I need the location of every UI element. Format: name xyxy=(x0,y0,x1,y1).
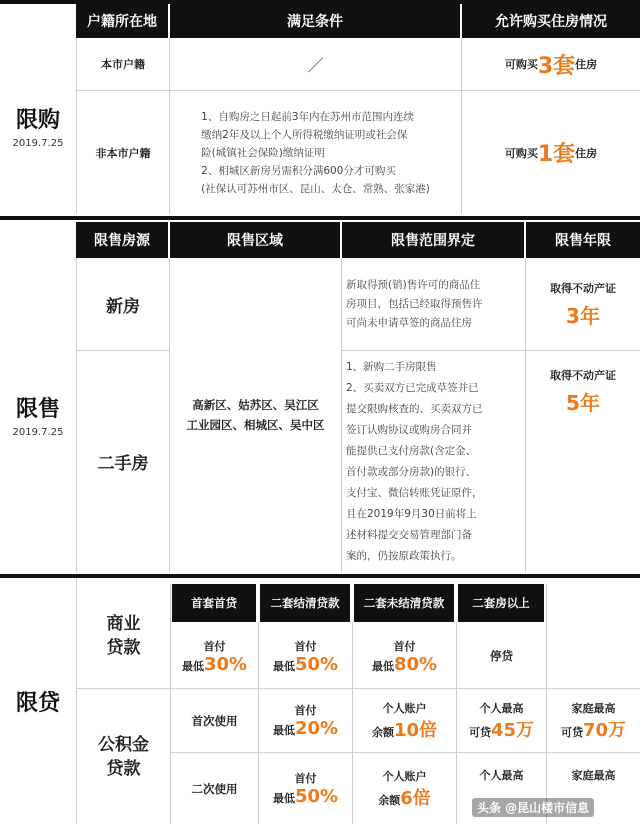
fund-loan-label xyxy=(77,689,170,824)
allow-local-prefix: 可购买 xyxy=(504,58,538,71)
allow-local xyxy=(462,38,640,90)
condition-local: ／ xyxy=(307,55,324,75)
sale-date: 2019.7.25 xyxy=(12,427,64,438)
watermark: 头条 @昆山楼市信息 xyxy=(472,798,594,817)
sale-years-new xyxy=(526,258,640,350)
cell-prefix: 最低 xyxy=(272,659,295,673)
cell-top: 首付 xyxy=(393,639,416,653)
hukou-local: 本市户籍 xyxy=(101,58,145,71)
condition-line: 2、相城区新房另需积分满600分才可购买 xyxy=(201,164,396,177)
section-divider xyxy=(0,216,640,220)
cell-top: 个人最高 xyxy=(479,701,524,715)
commercial-loan-label xyxy=(77,584,170,688)
cell-prefix: 最低 xyxy=(181,659,204,673)
commercial-cell-stop: 停贷 xyxy=(490,649,513,663)
scope-line: 且在2019年9月30日前将上 xyxy=(346,507,477,520)
commercial-cell-second-cleared xyxy=(259,624,352,688)
sale-region xyxy=(170,258,341,572)
sale-section xyxy=(0,222,640,572)
sale-scope-new xyxy=(342,258,525,350)
scope-line: 1、新购二手房限售 xyxy=(346,360,437,373)
cell-num: 80% xyxy=(393,653,438,675)
sale-type-header: 限售房源 xyxy=(76,222,168,258)
purchase-section xyxy=(0,4,640,214)
cell-num: 10倍 xyxy=(393,719,438,741)
cell-top: 家庭最高 xyxy=(571,769,616,782)
cell-prefix: 最低 xyxy=(371,659,394,673)
condition-line: (社保认可苏州市区、昆山、太仓、常熟、张家港) xyxy=(201,182,430,195)
commercial-cell-first xyxy=(171,624,258,688)
fund-r1-downpay xyxy=(259,689,352,752)
commercial-label-line: 贷款 xyxy=(106,638,141,658)
cell-top: 个人账户 xyxy=(382,701,427,715)
cell-prefix: 可贷 xyxy=(560,725,583,739)
allow-header: 允许购买住房情况 xyxy=(462,4,640,38)
sale-region-line: 高新区、姑苏区、吴江区 xyxy=(192,398,319,412)
cell-num: 50% xyxy=(294,786,339,807)
loan-header-above-two: 二套房以上 xyxy=(458,584,544,622)
fund-label-line: 公积金 xyxy=(98,734,149,755)
cell-top: 个人最高 xyxy=(479,769,524,782)
sale-type-new: 新房 xyxy=(106,296,140,317)
hukou-nonlocal: 非本市户籍 xyxy=(95,146,151,160)
scope-line: 可尚未申请草签的商品住房 xyxy=(346,316,472,329)
loan-header-first: 首套首贷 xyxy=(172,584,256,622)
sale-years-header: 限售年限 xyxy=(526,222,640,258)
fund-use-second: 二次使用 xyxy=(191,781,238,796)
cell-prefix: 最低 xyxy=(272,724,295,737)
cell-top: 首付 xyxy=(294,639,317,653)
scope-line: 能提供已支付房款(含定金、 xyxy=(346,444,477,457)
cell-num: 70万 xyxy=(582,719,627,741)
cell-prefix: 余额 xyxy=(378,793,401,807)
fund-use-first: 首次使用 xyxy=(191,713,238,728)
sale-region-header: 限售区域 xyxy=(170,222,340,258)
condition-line: 缴纳2年及以上个人所得税缴纳证明或社会保 xyxy=(201,128,408,141)
cell-top: 首付 xyxy=(203,639,226,653)
scope-line: 首付款或部分房款)的银行、 xyxy=(346,465,477,478)
sale-years-second xyxy=(526,351,640,431)
commercial-cell-second-uncleared xyxy=(353,624,456,688)
cell-top: 个人账户 xyxy=(382,769,427,783)
cell-num: 6倍 xyxy=(400,787,431,809)
scope-line: 支付宝、微信转账凭证原件， xyxy=(346,486,483,499)
loan-title: 限贷 xyxy=(15,690,60,716)
purchase-date: 2019.7.25 xyxy=(12,138,64,149)
condition-line: 1、自购房之日起前3年内在苏州市范围内连续 xyxy=(201,110,415,123)
scope-line: 述材料提交交易管理部门备 xyxy=(346,528,472,541)
cell-prefix: 余额 xyxy=(371,725,394,739)
allow-local-suffix: 住房 xyxy=(575,58,598,71)
sale-label xyxy=(0,258,76,572)
cell-num: 45万 xyxy=(490,719,535,741)
fund-r1-personal-max xyxy=(457,689,546,752)
fund-r1-family-max xyxy=(547,689,640,752)
purchase-title: 限购 xyxy=(15,108,60,133)
allow-nonlocal-num: 1套 xyxy=(537,142,576,167)
allow-local-num: 3套 xyxy=(537,53,576,79)
commercial-label-line: 商业 xyxy=(106,614,141,634)
loan-header-second-cleared: 二套结清贷款 xyxy=(260,584,350,622)
cell-num: 50% xyxy=(294,653,339,675)
cell-top: 首付 xyxy=(294,772,317,785)
sale-scope-header: 限售范围界定 xyxy=(342,222,524,258)
fund-r1-multiple xyxy=(353,689,456,752)
condition-line: 险(城镇社会保险)缴纳证明 xyxy=(201,146,325,159)
sale-type-second: 二手房 xyxy=(97,454,149,474)
scope-line: 房项目，包括已经取得预售许 xyxy=(346,297,483,310)
allow-nonlocal-suffix: 住房 xyxy=(575,146,598,160)
sale-title: 限售 xyxy=(15,397,60,422)
sale-region-line: 工业园区、相城区、吴中区 xyxy=(186,418,325,432)
cell-num: 30% xyxy=(203,653,248,675)
years-value: 3年 xyxy=(566,303,600,328)
loan-label xyxy=(0,578,76,824)
scope-line: 签订认购协议或购房合同并 xyxy=(346,423,472,436)
scope-line: 提交限购核查的、买卖双方已 xyxy=(346,402,483,415)
scope-line: 案的，仍按原政策执行。 xyxy=(346,549,462,562)
years-label: 取得不动产证 xyxy=(550,281,616,295)
hukou-header: 户籍所在地 xyxy=(76,4,168,38)
fund-label-line: 贷款 xyxy=(106,758,141,779)
condition-nonlocal xyxy=(170,91,461,214)
condition-header: 满足条件 xyxy=(170,4,460,38)
loan-section xyxy=(0,578,640,824)
cell-top: 家庭最高 xyxy=(571,701,616,715)
cell-prefix: 可贷 xyxy=(468,725,491,739)
cell-prefix: 最低 xyxy=(272,792,295,805)
fund-r2-downpay xyxy=(259,753,352,824)
purchase-label xyxy=(0,38,76,214)
years-value: 5年 xyxy=(566,390,600,415)
scope-line: 新取得预(销)售许可的商品住 xyxy=(346,278,481,291)
cell-num: 20% xyxy=(294,718,339,739)
fund-r2-multiple xyxy=(353,753,456,824)
sale-scope-second xyxy=(342,351,525,572)
scope-line: 2、买卖双方已完成草签并已 xyxy=(346,381,479,394)
allow-nonlocal xyxy=(462,91,640,214)
loan-header-second-uncleared: 二套未结清贷款 xyxy=(354,584,454,622)
years-label: 取得不动产证 xyxy=(550,368,616,382)
allow-nonlocal-prefix: 可购买 xyxy=(504,146,538,160)
cell-top: 首付 xyxy=(294,704,317,717)
